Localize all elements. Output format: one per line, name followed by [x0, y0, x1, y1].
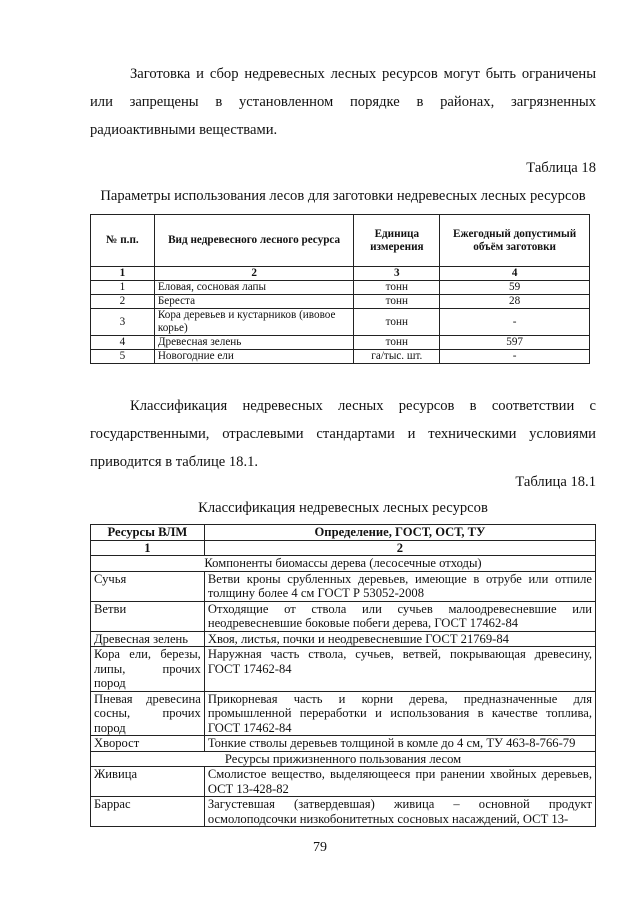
definition-cell: Наружная часть ствола, сучьев, ветвей, покрывающая древесину, ГОСТ 17462-84	[204, 647, 595, 692]
table18-colnum-row	[91, 267, 590, 281]
table181-colnum-cell: 1	[91, 540, 205, 556]
table-cell: Древесная зелень	[154, 336, 354, 350]
table18-colnum-cell: 1	[91, 267, 155, 281]
table-row	[91, 336, 590, 350]
intro-paragraph: Заготовка и сбор недревесных лесных ресурсов могут быть ограничены или запрещены в установленном порядке в районах, загрязненных радиоактивными веществами.	[90, 66, 596, 138]
table-cell: тонн	[354, 281, 440, 295]
table-cell: Береста	[154, 295, 354, 309]
table181-section-row	[91, 556, 596, 572]
table181-header-cell: Ресурсы ВЛМ	[91, 525, 205, 541]
table-cell: 1	[91, 281, 155, 295]
table-cell: га/тыс. шт.	[354, 350, 440, 364]
table18-colnum-cell: 3	[354, 267, 440, 281]
table181	[90, 524, 596, 827]
table181-header-cell: Определение, ГОСТ, ОСТ, ТУ	[204, 525, 595, 541]
table18-header-cell: Единица измерения	[354, 215, 440, 267]
table181-section-row	[91, 751, 596, 767]
table-row	[91, 571, 596, 601]
table18-header-cell: Вид недревесного лесного ресурса	[154, 215, 354, 267]
definition-cell: Смолистое вещество, выделяющееся при ранении хвойных деревьев, ОСТ 13-428-82	[204, 767, 595, 797]
table-cell: 5	[91, 350, 155, 364]
resource-cell: Пневая древесина сосны, прочих пород	[91, 691, 205, 736]
table-cell: тонн	[354, 309, 440, 336]
table-cell: тонн	[354, 336, 440, 350]
resource-cell: Баррас	[91, 797, 205, 827]
table18-title: Параметры использования лесов для заготовки недревесных лесных ресурсов	[100, 188, 586, 204]
section-heading: Ресурсы прижизненного пользования лесом	[91, 751, 596, 767]
resource-cell: Сучья	[91, 571, 205, 601]
table18	[90, 214, 590, 364]
table-row	[91, 601, 596, 631]
table-row	[91, 295, 590, 309]
table181-label: Таблица 18.1	[515, 474, 596, 490]
table-row	[91, 736, 596, 752]
section-heading: Компоненты биомассы дерева (лесосечные отходы)	[91, 556, 596, 572]
definition-cell: Хвоя, листья, почки и неодревесневшие ГОСТ 21769-84	[204, 631, 595, 647]
table181-colnum-row	[91, 540, 596, 556]
table-cell: -	[440, 350, 590, 364]
resource-cell: Ветви	[91, 601, 205, 631]
definition-cell: Тонкие стволы деревьев толщиной в комле до 4 см, ТУ 463-8-766-79	[204, 736, 595, 752]
resource-cell: Хворост	[91, 736, 205, 752]
table-cell: 2	[91, 295, 155, 309]
table18-header-cell: Ежегодный допустимый объём заготовки	[440, 215, 590, 267]
table18-header-row	[91, 215, 590, 267]
table-row	[91, 281, 590, 295]
table-cell: тонн	[354, 295, 440, 309]
definition-cell: Ветви кроны срубленных деревьев, имеющие в отрубе или отпиле толщину более 4 см ГОСТ Р 53052-2008	[204, 571, 595, 601]
table-row	[91, 691, 596, 736]
table-cell: 597	[440, 336, 590, 350]
table181-title: Классификация недревесных лесных ресурсов	[198, 500, 488, 516]
table-cell: 4	[91, 336, 155, 350]
resource-cell: Кора ели, березы, липы, прочих пород	[91, 647, 205, 692]
table-row	[91, 647, 596, 692]
page-number: 79	[313, 840, 327, 855]
table-cell: -	[440, 309, 590, 336]
table-row	[91, 309, 590, 336]
table-cell: Еловая, сосновая лапы	[154, 281, 354, 295]
definition-cell: Отходящие от ствола или сучьев малоодревесневшие или неодревесневшие боковые побеги дерева, ГОСТ 17462-84	[204, 601, 595, 631]
table-cell: Кора деревьев и кустарников (ивовое корье)	[154, 309, 354, 336]
table-cell: 59	[440, 281, 590, 295]
table18-colnum-cell: 2	[154, 267, 354, 281]
resource-cell: Древесная зелень	[91, 631, 205, 647]
table-row	[91, 631, 596, 647]
definition-cell: Загустевшая (затвердевшая) живица – основной продукт осмолоподсочки низкобонитетных сосновых насаждений, ОСТ 13-	[204, 797, 595, 827]
table-row	[91, 797, 596, 827]
classification-paragraph: Классификация недревесных лесных ресурсов в соответствии с государственными, отраслевыми стандартами и техническими условиями приводится в таблице 18.1.	[90, 398, 596, 470]
table18-label: Таблица 18	[526, 160, 596, 176]
table-cell: Новогодние ели	[154, 350, 354, 364]
table-cell: 28	[440, 295, 590, 309]
table18-header-cell: № п.п.	[91, 215, 155, 267]
table-row	[91, 767, 596, 797]
definition-cell: Прикорневая часть и корни дерева, предназначенные для промышленной переработки и использования в качестве топлива, ГОСТ 17462-84	[204, 691, 595, 736]
table181-colnum-cell: 2	[204, 540, 595, 556]
table18-colnum-cell: 4	[440, 267, 590, 281]
table-row	[91, 350, 590, 364]
table-cell: 3	[91, 309, 155, 336]
resource-cell: Живица	[91, 767, 205, 797]
table181-header-row	[91, 525, 596, 541]
